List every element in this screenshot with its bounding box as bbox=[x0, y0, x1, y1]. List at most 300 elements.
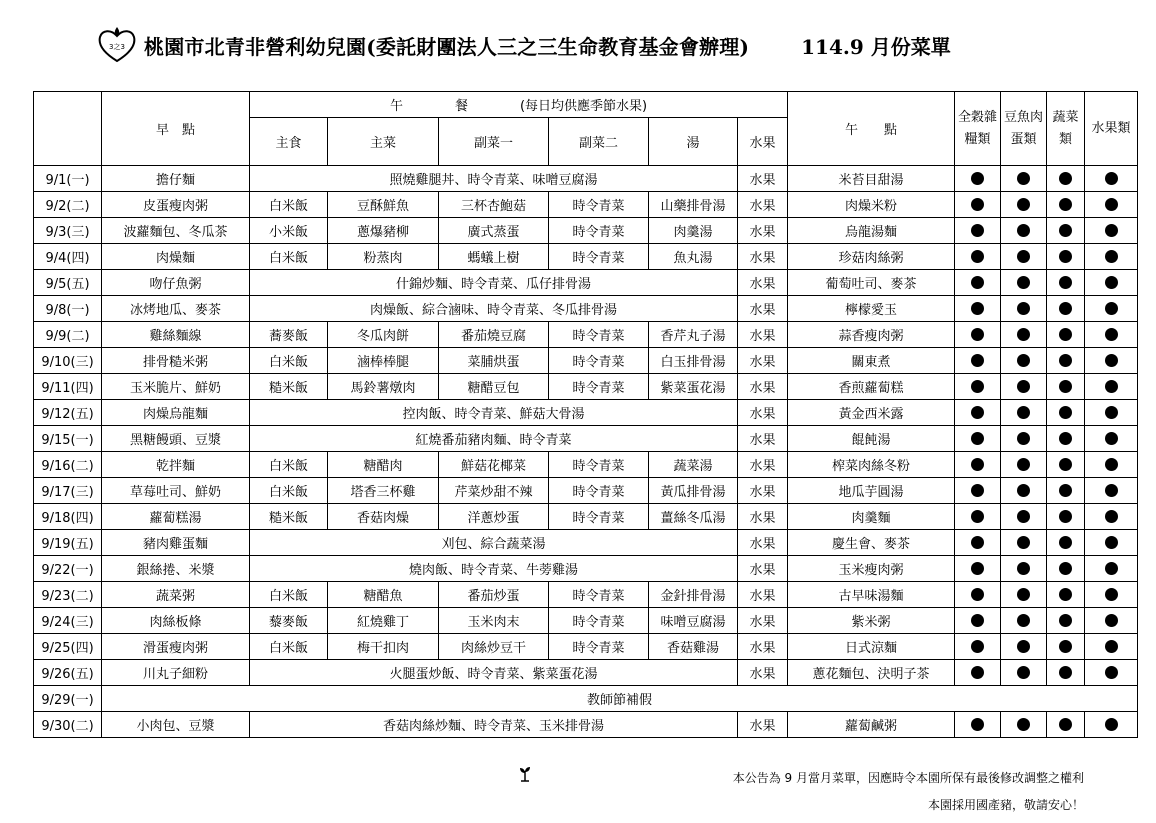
food-group-protein-cell bbox=[1001, 556, 1047, 582]
breakfast-cell: 玉米脆片、鮮奶 bbox=[102, 374, 250, 400]
header-fruit-category: 水果類 bbox=[1085, 92, 1138, 166]
check-dot-icon bbox=[1059, 588, 1072, 601]
lunch-side2-cell: 時令青菜 bbox=[549, 582, 649, 608]
lunch-side1-cell: 菜脯烘蛋 bbox=[439, 348, 549, 374]
date-cell: 9/5(五) bbox=[34, 270, 102, 296]
check-dot-icon bbox=[971, 380, 984, 393]
food-group-protein-cell bbox=[1001, 530, 1047, 556]
breakfast-cell: 黑糖饅頭、豆漿 bbox=[102, 426, 250, 452]
check-dot-icon bbox=[1105, 510, 1118, 523]
page-header bbox=[96, 25, 951, 65]
check-dot-icon bbox=[1017, 614, 1030, 627]
food-group-grains-cell bbox=[955, 556, 1001, 582]
food-group-protein-cell bbox=[1001, 712, 1047, 738]
food-group-veg-cell bbox=[1047, 452, 1085, 478]
header-lunch-group: 午 餐 (每日均供應季節水果) bbox=[250, 92, 788, 118]
lunch-side2-cell: 時令青菜 bbox=[549, 244, 649, 270]
food-group-protein-cell bbox=[1001, 582, 1047, 608]
header-grains: 全穀雜糧類 bbox=[955, 92, 1001, 166]
check-dot-icon bbox=[1105, 328, 1118, 341]
check-dot-icon bbox=[1105, 484, 1118, 497]
date-cell: 9/4(四) bbox=[34, 244, 102, 270]
lunch-main-cell: 冬瓜肉餅 bbox=[328, 322, 439, 348]
lunch-fruit-cell: 水果 bbox=[738, 556, 788, 582]
check-dot-icon bbox=[971, 276, 984, 289]
lunch-fruit-cell: 水果 bbox=[738, 504, 788, 530]
check-dot-icon bbox=[1105, 432, 1118, 445]
lunch-side2-cell: 時令青菜 bbox=[549, 192, 649, 218]
lunch-combined-cell: 刈包、綜合蔬菜湯 bbox=[250, 530, 738, 556]
check-dot-icon bbox=[1017, 328, 1030, 341]
check-dot-icon bbox=[1017, 380, 1030, 393]
check-dot-icon bbox=[1059, 380, 1072, 393]
breakfast-cell: 擔仔麵 bbox=[102, 166, 250, 192]
check-dot-icon bbox=[1105, 614, 1118, 627]
lunch-staple-cell: 白米飯 bbox=[250, 244, 328, 270]
check-dot-icon bbox=[1017, 510, 1030, 523]
check-dot-icon bbox=[1017, 484, 1030, 497]
lunch-soup-cell: 肉羹湯 bbox=[649, 218, 738, 244]
lunch-combined-cell: 肉燥飯、綜合滷味、時令青菜、冬瓜排骨湯 bbox=[250, 296, 738, 322]
afternoon-cell: 餛飩湯 bbox=[788, 426, 955, 452]
lunch-side2-cell: 時令青菜 bbox=[549, 478, 649, 504]
afternoon-cell: 蔥花麵包、決明子茶 bbox=[788, 660, 955, 686]
lunch-main-cell: 豆酥鮮魚 bbox=[328, 192, 439, 218]
check-dot-icon bbox=[971, 718, 984, 731]
check-dot-icon bbox=[1105, 458, 1118, 471]
food-group-fruit-cell bbox=[1085, 400, 1138, 426]
lunch-side2-cell: 時令青菜 bbox=[549, 348, 649, 374]
afternoon-cell: 紫米粥 bbox=[788, 608, 955, 634]
lunch-fruit-cell: 水果 bbox=[738, 322, 788, 348]
check-dot-icon bbox=[971, 614, 984, 627]
food-group-protein-cell bbox=[1001, 504, 1047, 530]
check-dot-icon bbox=[971, 536, 984, 549]
check-dot-icon bbox=[1059, 224, 1072, 237]
lunch-staple-cell: 糙米飯 bbox=[250, 374, 328, 400]
food-group-protein-cell bbox=[1001, 452, 1047, 478]
check-dot-icon bbox=[1017, 640, 1030, 653]
food-group-fruit-cell bbox=[1085, 530, 1138, 556]
lunch-fruit-cell: 水果 bbox=[738, 426, 788, 452]
lunch-fruit-cell: 水果 bbox=[738, 270, 788, 296]
food-group-protein-cell bbox=[1001, 296, 1047, 322]
food-group-protein-cell bbox=[1001, 400, 1047, 426]
food-group-fruit-cell bbox=[1085, 608, 1138, 634]
food-group-protein-cell bbox=[1001, 426, 1047, 452]
lunch-soup-cell: 薑絲冬瓜湯 bbox=[649, 504, 738, 530]
food-group-protein-cell bbox=[1001, 244, 1047, 270]
food-group-veg-cell bbox=[1047, 478, 1085, 504]
table-row bbox=[34, 426, 1138, 452]
lunch-combined-cell: 控肉飯、時令青菜、鮮菇大骨湯 bbox=[250, 400, 738, 426]
table-row bbox=[34, 192, 1138, 218]
food-group-veg-cell bbox=[1047, 374, 1085, 400]
date-cell: 9/19(五) bbox=[34, 530, 102, 556]
check-dot-icon bbox=[971, 302, 984, 315]
lunch-fruit-cell: 水果 bbox=[738, 166, 788, 192]
afternoon-cell: 肉羹麵 bbox=[788, 504, 955, 530]
lunch-fruit-cell: 水果 bbox=[738, 244, 788, 270]
lunch-main-cell: 梅干扣肉 bbox=[328, 634, 439, 660]
check-dot-icon bbox=[1017, 666, 1030, 679]
date-cell: 9/18(四) bbox=[34, 504, 102, 530]
table-row bbox=[34, 504, 1138, 530]
lunch-staple-cell: 白米飯 bbox=[250, 452, 328, 478]
check-dot-icon bbox=[971, 406, 984, 419]
date-cell: 9/17(三) bbox=[34, 478, 102, 504]
header-lunch-fruit: 水果 bbox=[738, 118, 788, 166]
header-date bbox=[34, 92, 102, 166]
food-group-veg-cell bbox=[1047, 244, 1085, 270]
check-dot-icon bbox=[1105, 666, 1118, 679]
menu-table bbox=[33, 91, 1138, 738]
table-row bbox=[34, 582, 1138, 608]
food-group-veg-cell bbox=[1047, 192, 1085, 218]
food-group-fruit-cell bbox=[1085, 244, 1138, 270]
date-cell: 9/1(一) bbox=[34, 166, 102, 192]
afternoon-cell: 黃金西米露 bbox=[788, 400, 955, 426]
lunch-side1-cell: 螞蟻上樹 bbox=[439, 244, 549, 270]
check-dot-icon bbox=[1105, 406, 1118, 419]
check-dot-icon bbox=[971, 198, 984, 211]
check-dot-icon bbox=[1017, 354, 1030, 367]
lunch-combined-cell: 香菇肉絲炒麵、時令青菜、玉米排骨湯 bbox=[250, 712, 738, 738]
lunch-side1-cell: 鮮菇花椰菜 bbox=[439, 452, 549, 478]
food-group-veg-cell bbox=[1047, 712, 1085, 738]
table-row bbox=[34, 166, 1138, 192]
date-cell: 9/22(一) bbox=[34, 556, 102, 582]
afternoon-cell: 古早味湯麵 bbox=[788, 582, 955, 608]
food-group-protein-cell bbox=[1001, 192, 1047, 218]
breakfast-cell: 吻仔魚粥 bbox=[102, 270, 250, 296]
lunch-fruit-cell: 水果 bbox=[738, 452, 788, 478]
check-dot-icon bbox=[1105, 640, 1118, 653]
food-group-grains-cell bbox=[955, 634, 1001, 660]
food-group-grains-cell bbox=[955, 660, 1001, 686]
lunch-combined-cell: 什錦炒麵、時令青菜、瓜仔排骨湯 bbox=[250, 270, 738, 296]
food-group-grains-cell bbox=[955, 426, 1001, 452]
check-dot-icon bbox=[1017, 562, 1030, 575]
food-group-protein-cell bbox=[1001, 634, 1047, 660]
food-group-fruit-cell bbox=[1085, 660, 1138, 686]
lunch-side2-cell: 時令青菜 bbox=[549, 504, 649, 530]
check-dot-icon bbox=[1105, 562, 1118, 575]
lunch-fruit-cell: 水果 bbox=[738, 296, 788, 322]
food-group-fruit-cell bbox=[1085, 426, 1138, 452]
check-dot-icon bbox=[1017, 250, 1030, 263]
check-dot-icon bbox=[1017, 172, 1030, 185]
lunch-fruit-cell: 水果 bbox=[738, 582, 788, 608]
afternoon-cell: 日式涼麵 bbox=[788, 634, 955, 660]
breakfast-cell: 銀絲捲、米漿 bbox=[102, 556, 250, 582]
food-group-grains-cell bbox=[955, 374, 1001, 400]
date-cell: 9/25(四) bbox=[34, 634, 102, 660]
lunch-fruit-cell: 水果 bbox=[738, 712, 788, 738]
afternoon-cell: 榨菜肉絲冬粉 bbox=[788, 452, 955, 478]
afternoon-cell: 蘿蔔鹹粥 bbox=[788, 712, 955, 738]
table-row bbox=[34, 374, 1138, 400]
breakfast-cell: 冰烤地瓜、麥茶 bbox=[102, 296, 250, 322]
check-dot-icon bbox=[971, 588, 984, 601]
header-protein: 豆魚肉蛋類 bbox=[1001, 92, 1047, 166]
food-group-fruit-cell bbox=[1085, 478, 1138, 504]
lunch-soup-cell: 魚丸湯 bbox=[649, 244, 738, 270]
lunch-staple-cell: 糙米飯 bbox=[250, 504, 328, 530]
lunch-main-cell: 馬鈴薯燉肉 bbox=[328, 374, 439, 400]
check-dot-icon bbox=[1105, 380, 1118, 393]
food-group-veg-cell bbox=[1047, 660, 1085, 686]
afternoon-cell: 葡萄吐司、麥茶 bbox=[788, 270, 955, 296]
breakfast-cell: 雞絲麵線 bbox=[102, 322, 250, 348]
check-dot-icon bbox=[971, 458, 984, 471]
afternoon-cell: 地瓜芋圓湯 bbox=[788, 478, 955, 504]
breakfast-cell: 乾拌麵 bbox=[102, 452, 250, 478]
lunch-main-cell: 紅燒雞丁 bbox=[328, 608, 439, 634]
breakfast-cell: 肉燥烏龍麵 bbox=[102, 400, 250, 426]
check-dot-icon bbox=[971, 328, 984, 341]
lunch-soup-cell: 山藥排骨湯 bbox=[649, 192, 738, 218]
check-dot-icon bbox=[1017, 406, 1030, 419]
food-group-fruit-cell bbox=[1085, 270, 1138, 296]
check-dot-icon bbox=[1059, 718, 1072, 731]
lunch-side2-cell: 時令青菜 bbox=[549, 218, 649, 244]
check-dot-icon bbox=[1059, 250, 1072, 263]
afternoon-cell: 肉燥米粉 bbox=[788, 192, 955, 218]
check-dot-icon bbox=[1059, 484, 1072, 497]
food-group-veg-cell bbox=[1047, 218, 1085, 244]
date-cell: 9/30(二) bbox=[34, 712, 102, 738]
food-group-fruit-cell bbox=[1085, 192, 1138, 218]
table-row bbox=[34, 556, 1138, 582]
table-row bbox=[34, 478, 1138, 504]
breakfast-cell: 波蘿麵包、冬瓜茶 bbox=[102, 218, 250, 244]
date-cell: 9/16(二) bbox=[34, 452, 102, 478]
check-dot-icon bbox=[1105, 718, 1118, 731]
check-dot-icon bbox=[1059, 510, 1072, 523]
food-group-grains-cell bbox=[955, 296, 1001, 322]
check-dot-icon bbox=[1017, 302, 1030, 315]
header-lunch-side2: 副菜二 bbox=[549, 118, 649, 166]
food-group-veg-cell bbox=[1047, 348, 1085, 374]
lunch-soup-cell: 白玉排骨湯 bbox=[649, 348, 738, 374]
lunch-fruit-cell: 水果 bbox=[738, 400, 788, 426]
food-group-grains-cell bbox=[955, 270, 1001, 296]
lunch-main-cell: 糖醋魚 bbox=[328, 582, 439, 608]
check-dot-icon bbox=[1059, 666, 1072, 679]
food-group-veg-cell bbox=[1047, 426, 1085, 452]
lunch-fruit-cell: 水果 bbox=[738, 192, 788, 218]
check-dot-icon bbox=[1059, 458, 1072, 471]
school-logo bbox=[96, 25, 138, 65]
breakfast-cell: 蔬菜粥 bbox=[102, 582, 250, 608]
footer-notes bbox=[733, 765, 1084, 819]
check-dot-icon bbox=[971, 484, 984, 497]
breakfast-cell: 川丸子細粉 bbox=[102, 660, 250, 686]
month-label: 114.9 月份菜單 bbox=[801, 34, 951, 59]
check-dot-icon bbox=[1059, 640, 1072, 653]
lunch-soup-cell: 蔬菜湯 bbox=[649, 452, 738, 478]
food-group-grains-cell bbox=[955, 530, 1001, 556]
check-dot-icon bbox=[1105, 250, 1118, 263]
table-row bbox=[34, 244, 1138, 270]
food-group-fruit-cell bbox=[1085, 582, 1138, 608]
lunch-side1-cell: 三杯杏鮑菇 bbox=[439, 192, 549, 218]
check-dot-icon bbox=[1105, 588, 1118, 601]
food-group-veg-cell bbox=[1047, 556, 1085, 582]
check-dot-icon bbox=[1017, 198, 1030, 211]
lunch-side1-cell: 肉絲炒豆干 bbox=[439, 634, 549, 660]
lunch-side2-cell: 時令青菜 bbox=[549, 322, 649, 348]
date-cell: 9/2(二) bbox=[34, 192, 102, 218]
table-row bbox=[34, 712, 1138, 738]
lunch-main-cell: 糖醋肉 bbox=[328, 452, 439, 478]
check-dot-icon bbox=[1017, 588, 1030, 601]
check-dot-icon bbox=[1059, 354, 1072, 367]
lunch-main-cell: 粉蒸肉 bbox=[328, 244, 439, 270]
check-dot-icon bbox=[971, 432, 984, 445]
afternoon-cell: 關東煮 bbox=[788, 348, 955, 374]
footer-note-1: 本公告為 9 月當月菜單，因應時令本園所保有最後修改調整之權利 bbox=[732, 771, 1084, 785]
food-group-fruit-cell bbox=[1085, 556, 1138, 582]
date-cell: 9/15(一) bbox=[34, 426, 102, 452]
lunch-side1-cell: 廣式蒸蛋 bbox=[439, 218, 549, 244]
lunch-soup-cell: 味噌豆腐湯 bbox=[649, 608, 738, 634]
lunch-side1-cell: 番茄燒豆腐 bbox=[439, 322, 549, 348]
food-group-veg-cell bbox=[1047, 400, 1085, 426]
food-group-protein-cell bbox=[1001, 478, 1047, 504]
food-group-protein-cell bbox=[1001, 660, 1047, 686]
breakfast-cell: 肉絲板條 bbox=[102, 608, 250, 634]
breakfast-cell: 排骨糙米粥 bbox=[102, 348, 250, 374]
header-lunch-side1: 副菜一 bbox=[439, 118, 549, 166]
lunch-staple-cell: 白米飯 bbox=[250, 582, 328, 608]
check-dot-icon bbox=[1017, 458, 1030, 471]
table-row bbox=[34, 686, 1138, 712]
food-group-grains-cell bbox=[955, 322, 1001, 348]
lunch-side1-cell: 番茄炒蛋 bbox=[439, 582, 549, 608]
food-group-protein-cell bbox=[1001, 166, 1047, 192]
lunch-side2-cell: 時令青菜 bbox=[549, 608, 649, 634]
table-row bbox=[34, 400, 1138, 426]
lunch-main-cell: 塔香三杯雞 bbox=[328, 478, 439, 504]
check-dot-icon bbox=[1059, 302, 1072, 315]
table-row bbox=[34, 530, 1138, 556]
food-group-grains-cell bbox=[955, 244, 1001, 270]
food-group-grains-cell bbox=[955, 504, 1001, 530]
lunch-staple-cell: 小米飯 bbox=[250, 218, 328, 244]
check-dot-icon bbox=[1059, 276, 1072, 289]
lunch-fruit-cell: 水果 bbox=[738, 634, 788, 660]
date-cell: 9/9(二) bbox=[34, 322, 102, 348]
food-group-fruit-cell bbox=[1085, 296, 1138, 322]
food-group-grains-cell bbox=[955, 218, 1001, 244]
food-group-protein-cell bbox=[1001, 322, 1047, 348]
check-dot-icon bbox=[1105, 302, 1118, 315]
food-group-grains-cell bbox=[955, 712, 1001, 738]
food-group-veg-cell bbox=[1047, 166, 1085, 192]
afternoon-cell: 烏龍湯麵 bbox=[788, 218, 955, 244]
lunch-fruit-cell: 水果 bbox=[738, 608, 788, 634]
table-row bbox=[34, 660, 1138, 686]
food-group-veg-cell bbox=[1047, 608, 1085, 634]
check-dot-icon bbox=[1017, 536, 1030, 549]
food-group-protein-cell bbox=[1001, 348, 1047, 374]
lunch-combined-cell: 照燒雞腿丼、時令青菜、味噌豆腐湯 bbox=[250, 166, 738, 192]
check-dot-icon bbox=[1105, 198, 1118, 211]
table-row bbox=[34, 452, 1138, 478]
food-group-fruit-cell bbox=[1085, 712, 1138, 738]
date-cell: 9/24(三) bbox=[34, 608, 102, 634]
lunch-fruit-cell: 水果 bbox=[738, 218, 788, 244]
date-cell: 9/10(三) bbox=[34, 348, 102, 374]
menu-body bbox=[34, 166, 1138, 738]
lunch-side1-cell: 玉米肉末 bbox=[439, 608, 549, 634]
lunch-fruit-cell: 水果 bbox=[738, 530, 788, 556]
table-row bbox=[34, 634, 1138, 660]
lunch-side2-cell: 時令青菜 bbox=[549, 374, 649, 400]
check-dot-icon bbox=[1017, 224, 1030, 237]
food-group-protein-cell bbox=[1001, 608, 1047, 634]
check-dot-icon bbox=[971, 666, 984, 679]
check-dot-icon bbox=[1105, 354, 1118, 367]
header-breakfast: 早 點 bbox=[102, 92, 250, 166]
afternoon-cell: 慶生會、麥茶 bbox=[788, 530, 955, 556]
lunch-staple-cell: 藜麥飯 bbox=[250, 608, 328, 634]
afternoon-cell: 檸檬愛玉 bbox=[788, 296, 955, 322]
check-dot-icon bbox=[971, 640, 984, 653]
header-lunch-main: 主菜 bbox=[328, 118, 439, 166]
date-cell: 9/3(三) bbox=[34, 218, 102, 244]
table-row bbox=[34, 296, 1138, 322]
food-group-veg-cell bbox=[1047, 322, 1085, 348]
check-dot-icon bbox=[1059, 536, 1072, 549]
food-group-veg-cell bbox=[1047, 270, 1085, 296]
check-dot-icon bbox=[1059, 172, 1072, 185]
lunch-staple-cell: 白米飯 bbox=[250, 634, 328, 660]
lunch-staple-cell: 白米飯 bbox=[250, 478, 328, 504]
lunch-side2-cell: 時令青菜 bbox=[549, 452, 649, 478]
breakfast-cell: 蘿蔔糕湯 bbox=[102, 504, 250, 530]
check-dot-icon bbox=[1017, 276, 1030, 289]
food-group-grains-cell bbox=[955, 608, 1001, 634]
food-group-fruit-cell bbox=[1085, 504, 1138, 530]
check-dot-icon bbox=[1059, 562, 1072, 575]
table-row bbox=[34, 218, 1138, 244]
food-group-grains-cell bbox=[955, 452, 1001, 478]
afternoon-cell: 珍菇肉絲粥 bbox=[788, 244, 955, 270]
afternoon-cell: 米苔目甜湯 bbox=[788, 166, 955, 192]
lunch-main-cell: 滷棒棒腿 bbox=[328, 348, 439, 374]
check-dot-icon bbox=[1105, 536, 1118, 549]
page-title: 桃園市北青非營利幼兒園(委託財團法人三之三生命教育基金會辦理) bbox=[144, 34, 750, 59]
footer-note-2: 本園採用國產豬，敬請安心！ bbox=[927, 798, 1084, 812]
table-row bbox=[34, 348, 1138, 374]
food-group-fruit-cell bbox=[1085, 452, 1138, 478]
lunch-fruit-cell: 水果 bbox=[738, 478, 788, 504]
lunch-staple-cell: 白米飯 bbox=[250, 348, 328, 374]
lunch-side2-cell: 時令青菜 bbox=[549, 634, 649, 660]
lunch-staple-cell: 白米飯 bbox=[250, 192, 328, 218]
lunch-side1-cell: 糖醋豆包 bbox=[439, 374, 549, 400]
lunch-side1-cell: 芹菜炒甜不辣 bbox=[439, 478, 549, 504]
table-row bbox=[34, 322, 1138, 348]
check-dot-icon bbox=[1059, 198, 1072, 211]
header-lunch-soup: 湯 bbox=[649, 118, 738, 166]
lunch-soup-cell: 香芹丸子湯 bbox=[649, 322, 738, 348]
check-dot-icon bbox=[1105, 224, 1118, 237]
sprout-icon bbox=[518, 764, 532, 782]
